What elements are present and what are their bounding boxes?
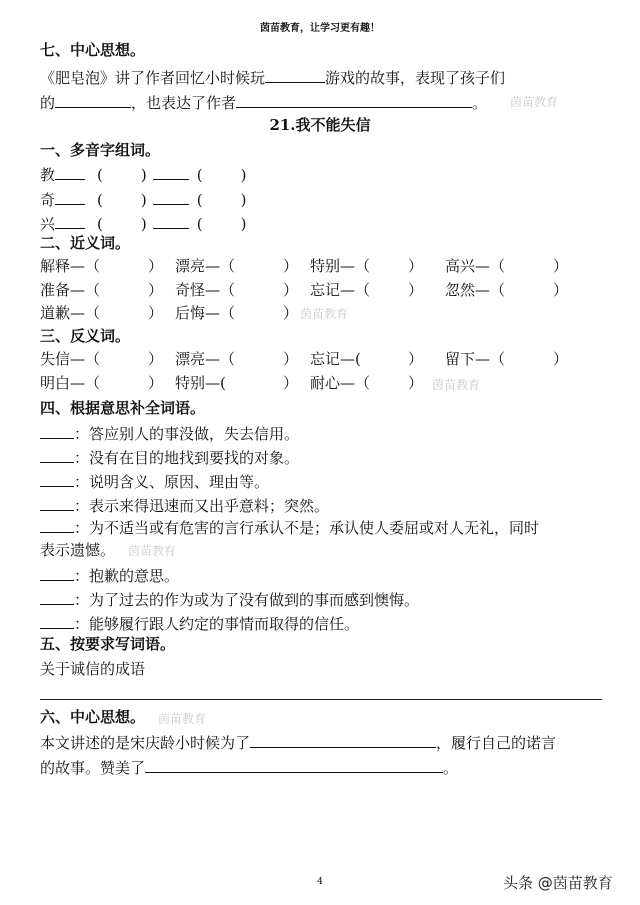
synonym-word: 忽然—（ [445,281,506,299]
answer-line[interactable] [40,699,602,700]
answer-blank[interactable] [40,516,74,533]
synonym-close-paren: ） [148,257,164,275]
section-1-title: 一、多音字组词。 [40,141,161,159]
paren-open: ( [97,215,103,233]
sec7-text-1a: 《肥皂泡》讲了作者回忆小时候玩 [40,69,266,87]
definition-text: ：能够履行跟人约定的事情而取得的信任。 [74,615,360,633]
sec7-text-1b: 游戏的故事，表现了孩子们 [325,69,506,87]
synonym-close-paren: ） [553,257,569,275]
antonym-word: 耐心—（ [310,374,371,392]
watermark: 茵苗教育 [432,378,481,392]
answer-blank[interactable] [40,494,74,511]
antonym-word: 忘记—( [310,350,361,368]
definition-text: ：为了过去的作为或为了没有做到的事而感到懊悔。 [74,591,420,609]
antonym-word: 留下—（ [445,350,506,368]
synonym-close-paren: ） [553,281,569,299]
antonym-close-paren: ） [283,350,299,368]
paren-open: ( [196,166,203,184]
definition-item [40,494,329,516]
answer-blank[interactable] [40,422,74,439]
sec4-continuation [40,540,115,560]
answer-blank[interactable] [55,188,85,205]
paren-open: ( [196,215,203,233]
answer-blank[interactable] [55,91,131,108]
synonym-close-paren: ） [283,304,299,322]
answer-blank[interactable] [40,612,74,629]
synonym-close-paren: ） [148,304,164,322]
watermark: 茵苗教育 [300,307,349,321]
paren-open: ( [97,191,103,209]
answer-blank[interactable] [40,470,74,487]
sec6-text-2a: 的故事。赞美了 [40,759,146,777]
paren-close: ) [240,166,247,184]
answer-blank[interactable] [40,564,74,581]
definition-item [40,612,359,634]
definition-text: ：为不适当或有危害的言行承认不是；承认使人委屈或对人无礼，同时 [74,519,540,537]
polyphone-row [40,163,246,185]
watermark: 茵苗教育 [128,544,177,558]
sec6-text-2b: 。 [443,759,459,777]
sec7-text-2b: ，也表达了作者 [131,94,237,112]
section-5-prompt: 关于诚信的成语 [40,660,146,678]
paren-close: ) [140,191,147,209]
synonym-close-paren: ） [408,257,424,275]
definition-item [40,422,299,444]
answer-blank[interactable] [55,163,85,180]
definition-text: ：表示来得迅速而又出乎意料；突然。 [74,497,330,515]
watermark: 茵苗教育 [510,95,559,109]
antonym-word: 特别—( [175,374,226,392]
section-4-title: 四、根据意思补全词语。 [40,399,206,417]
synonym-word: 忘记—（ [310,281,371,299]
polyphone-char: 兴 [40,215,56,233]
synonym-close-paren: ） [283,281,299,299]
section-7-line-2 [40,91,487,113]
answer-blank[interactable] [250,731,436,748]
synonym-word: 后悔—（ [175,304,236,322]
section-6-line-2 [40,756,458,778]
section-7-title: 七、中心思想。 [40,41,146,59]
synonym-word: 准备—（ [40,281,101,299]
section-5-title: 五、按要求写词语。 [40,635,176,653]
sec6-text-1b: ，履行自己的诺言 [436,734,557,752]
definition-text: ：答应别人的事没做，失去信用。 [74,425,300,443]
definition-item [40,470,269,492]
definition-item [40,446,299,468]
paren-close: ) [240,191,247,209]
footer-attribution: 头条 @茵苗教育 [503,874,613,892]
antonym-word: 失信—（ [40,350,101,368]
page-header: 茵苗教育，让学习更有趣！ [260,23,380,34]
definition-item [40,588,419,610]
paren-open: ( [196,191,203,209]
section-3-title: 三、反义词。 [40,327,131,345]
continuation-text: 表示遗憾。 [40,541,116,559]
sec7-text-2c: 。 [472,94,488,112]
antonym-close-paren: ） [553,350,569,368]
antonym-close-paren: ） [408,350,424,368]
definition-text: ：没有在目的地找到要找的对象。 [74,449,300,467]
section-2-title: 二、近义词。 [40,234,131,252]
antonym-close-paren: ） [148,350,164,368]
antonym-close-paren: ） [408,374,424,392]
answer-blank[interactable] [55,212,85,229]
definition-item [40,516,539,538]
paren-close: ) [140,166,147,184]
watermark: 茵苗教育 [158,712,207,726]
polyphone-char: 教 [40,166,56,184]
paren-close: ) [240,215,247,233]
antonym-close-paren: ） [148,374,164,392]
answer-blank[interactable] [265,66,325,83]
polyphone-row [40,188,246,210]
answer-blank[interactable] [236,91,472,108]
synonym-word: 漂亮—（ [175,257,236,275]
synonym-close-paren: ） [408,281,424,299]
answer-blank[interactable] [40,588,74,605]
section-6-title: 六、中心思想。 [40,708,146,726]
synonym-word: 高兴—（ [445,257,506,275]
section-6-line-1 [40,731,556,753]
polyphone-row [40,212,246,234]
synonym-word: 奇怪—（ [175,281,236,299]
sec6-text-1a: 本文讲述的是宋庆龄小时候为了 [40,734,251,752]
synonym-close-paren: ） [148,281,164,299]
synonym-word: 特别—（ [310,257,371,275]
definition-text: ：说明含义、原因、理由等。 [74,473,270,491]
page-number: 4 [317,877,323,887]
paren-open: ( [97,166,103,184]
synonym-word: 道歉—（ [40,304,101,322]
answer-blank[interactable] [145,756,443,773]
answer-blank[interactable] [153,188,189,205]
answer-blank[interactable] [153,212,189,229]
paren-close: ) [140,215,147,233]
definition-item [40,564,179,586]
synonym-word: 解释—（ [40,257,101,275]
lesson-title: 21.我不能失信 [269,116,371,134]
answer-blank[interactable] [40,446,74,463]
definition-text: ：抱歉的意思。 [74,567,180,585]
sec7-text-2a: 的 [40,94,56,112]
antonym-word: 漂亮—（ [175,350,236,368]
polyphone-char: 奇 [40,191,56,209]
antonym-close-paren: ） [283,374,299,392]
antonym-word: 明白—（ [40,374,101,392]
section-7-line-1 [40,66,505,88]
synonym-close-paren: ） [283,257,299,275]
answer-blank[interactable] [153,163,189,180]
